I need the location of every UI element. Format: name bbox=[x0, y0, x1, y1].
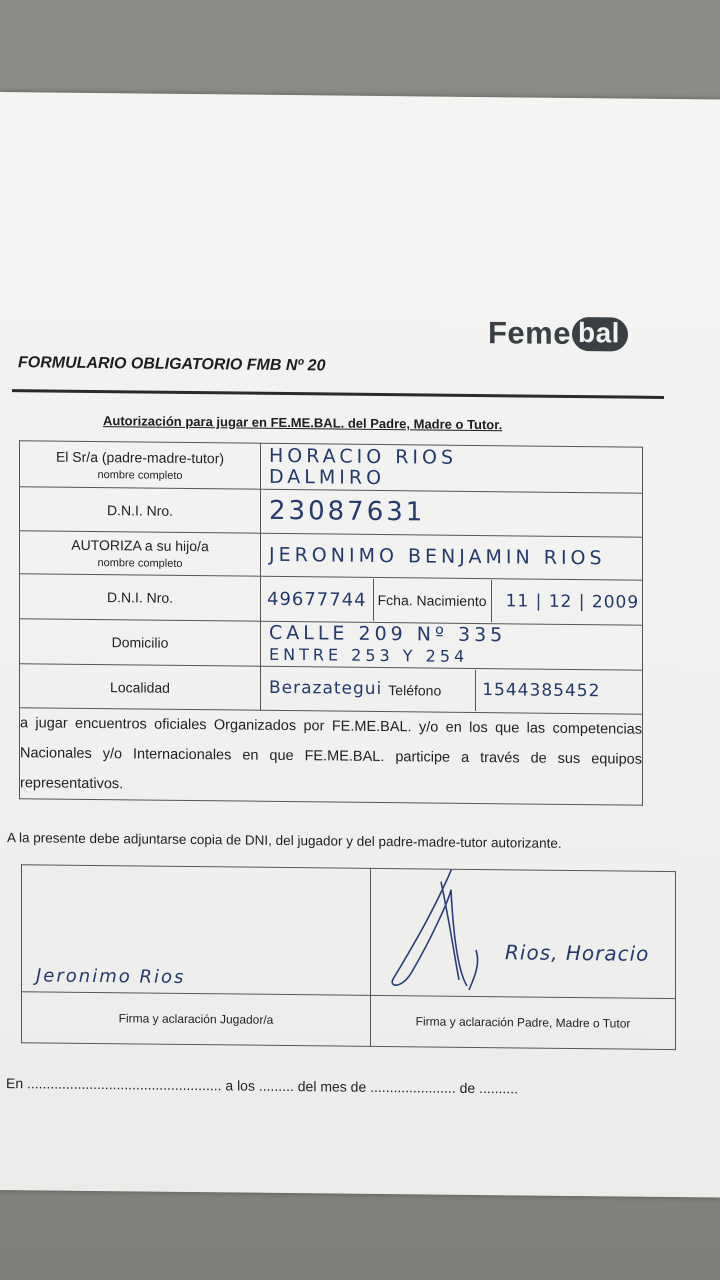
label-cell bbox=[20, 574, 261, 622]
title-divider bbox=[12, 389, 664, 399]
form-paper bbox=[0, 92, 720, 1198]
date-de-label: de bbox=[459, 1079, 476, 1096]
table-row-domicilio bbox=[20, 619, 643, 671]
tutor-name-line2: DALMIRO bbox=[269, 465, 386, 489]
form-subtitle: Autorización para jugar en FE.ME.BAL. del Padre, Madre o Tutor. bbox=[103, 413, 503, 433]
form-title: FORMULARIO OBLIGATORIO FMB Nº 20 bbox=[18, 354, 326, 375]
label-cell bbox=[20, 441, 261, 490]
domicilio-label: Domicilio bbox=[111, 634, 169, 651]
jugador-signature-label: Firma y aclaración Jugador/a bbox=[22, 992, 371, 1047]
hijo-value-cell[interactable] bbox=[261, 533, 643, 580]
table-row-hijo bbox=[20, 531, 643, 581]
dni-hijo-value: 49677744 bbox=[267, 588, 367, 611]
tutor-label: El Sr/a (padre-madre-tutor) bbox=[55, 448, 225, 466]
date-day-blank[interactable]: ......... bbox=[258, 1077, 294, 1095]
telefono-label: Teléfono bbox=[388, 681, 442, 699]
tutor-name-line1: HORACIO RIOS bbox=[269, 444, 458, 469]
table-row-localidad bbox=[20, 664, 643, 715]
date-line bbox=[6, 1075, 518, 1096]
jugador-signature-area[interactable] bbox=[22, 865, 371, 996]
tutor-signature-label: Firma y aclaración Padre, Madre o Tutor bbox=[371, 995, 676, 1049]
dni-tutor-value: 23087631 bbox=[269, 495, 426, 528]
authorization-paragraph: a jugar encuentros oficiales Organizados por FE.ME.BAL. y/o en los que las competencias Nacionales y/o Internacionales en que FE.ME.BAL. participe a través de sus equipos representativos. bbox=[20, 708, 643, 806]
hijo-label: AUTORIZA a su hijo/a bbox=[71, 536, 209, 555]
date-place-blank[interactable]: .................................................. bbox=[27, 1075, 222, 1094]
table-row-dni-hijo bbox=[20, 574, 643, 626]
label-cell bbox=[20, 664, 261, 711]
hijo-name-value: JERONIMO BENJAMIN RIOS bbox=[269, 543, 606, 569]
date-month-blank[interactable]: ...................... bbox=[370, 1078, 456, 1096]
label-cell bbox=[20, 531, 261, 577]
tutor-signature-scribble bbox=[371, 869, 671, 996]
logo-badge: bal bbox=[572, 317, 628, 352]
date-a-los-label: a los bbox=[225, 1077, 255, 1094]
dni-hijo-value-cell[interactable] bbox=[261, 576, 643, 625]
dni-tutor-label: D.N.I. Nro. bbox=[106, 501, 174, 519]
tutor-value-cell[interactable] bbox=[261, 443, 643, 493]
date-en-label: En bbox=[6, 1075, 24, 1092]
localidad-value: Berazategui bbox=[269, 677, 383, 700]
logo-text: Feme bbox=[488, 315, 571, 351]
fecha-nacimiento-value: 11 | 12 | 2009 bbox=[505, 590, 640, 613]
dni-hijo-label: D.N.I. Nro. bbox=[106, 589, 174, 606]
date-year-blank[interactable]: .......... bbox=[479, 1080, 518, 1097]
signature-table bbox=[21, 864, 676, 1050]
authorization-table bbox=[19, 440, 643, 806]
tutor-handwriting: Rios, Horacio bbox=[505, 940, 650, 966]
jugador-handwriting: Jeronimo Rios bbox=[36, 965, 186, 988]
dni-tutor-value-cell[interactable] bbox=[261, 489, 643, 537]
table-row-paragraph bbox=[20, 708, 643, 806]
table-row-dni-tutor bbox=[20, 487, 643, 538]
femebal-logo bbox=[488, 315, 628, 352]
label-cell bbox=[20, 619, 261, 667]
domicilio-line1: CALLE 209 Nº 335 bbox=[269, 621, 507, 647]
domicilio-line2: ENTRE 253 Y 254 bbox=[269, 644, 469, 666]
domicilio-value-cell[interactable] bbox=[261, 621, 643, 670]
localidad-label: Localidad bbox=[110, 678, 170, 696]
fecha-nacimiento-label: Fcha. Nacimiento bbox=[373, 579, 492, 622]
localidad-value-cell[interactable] bbox=[261, 666, 643, 714]
dni-note: A la presente debe adjuntarse copia de DNI, del jugador y del padre-madre-tutor autorizante. bbox=[7, 830, 562, 851]
label-cell bbox=[20, 487, 261, 534]
hijo-sublabel: nombre completo bbox=[97, 557, 183, 570]
tutor-sublabel: nombre completo bbox=[97, 468, 183, 482]
tutor-signature-area[interactable] bbox=[371, 868, 676, 998]
table-row-tutor bbox=[20, 441, 643, 494]
date-mes-label: del mes de bbox=[297, 1078, 367, 1095]
telefono-value: 1544385452 bbox=[475, 670, 600, 712]
